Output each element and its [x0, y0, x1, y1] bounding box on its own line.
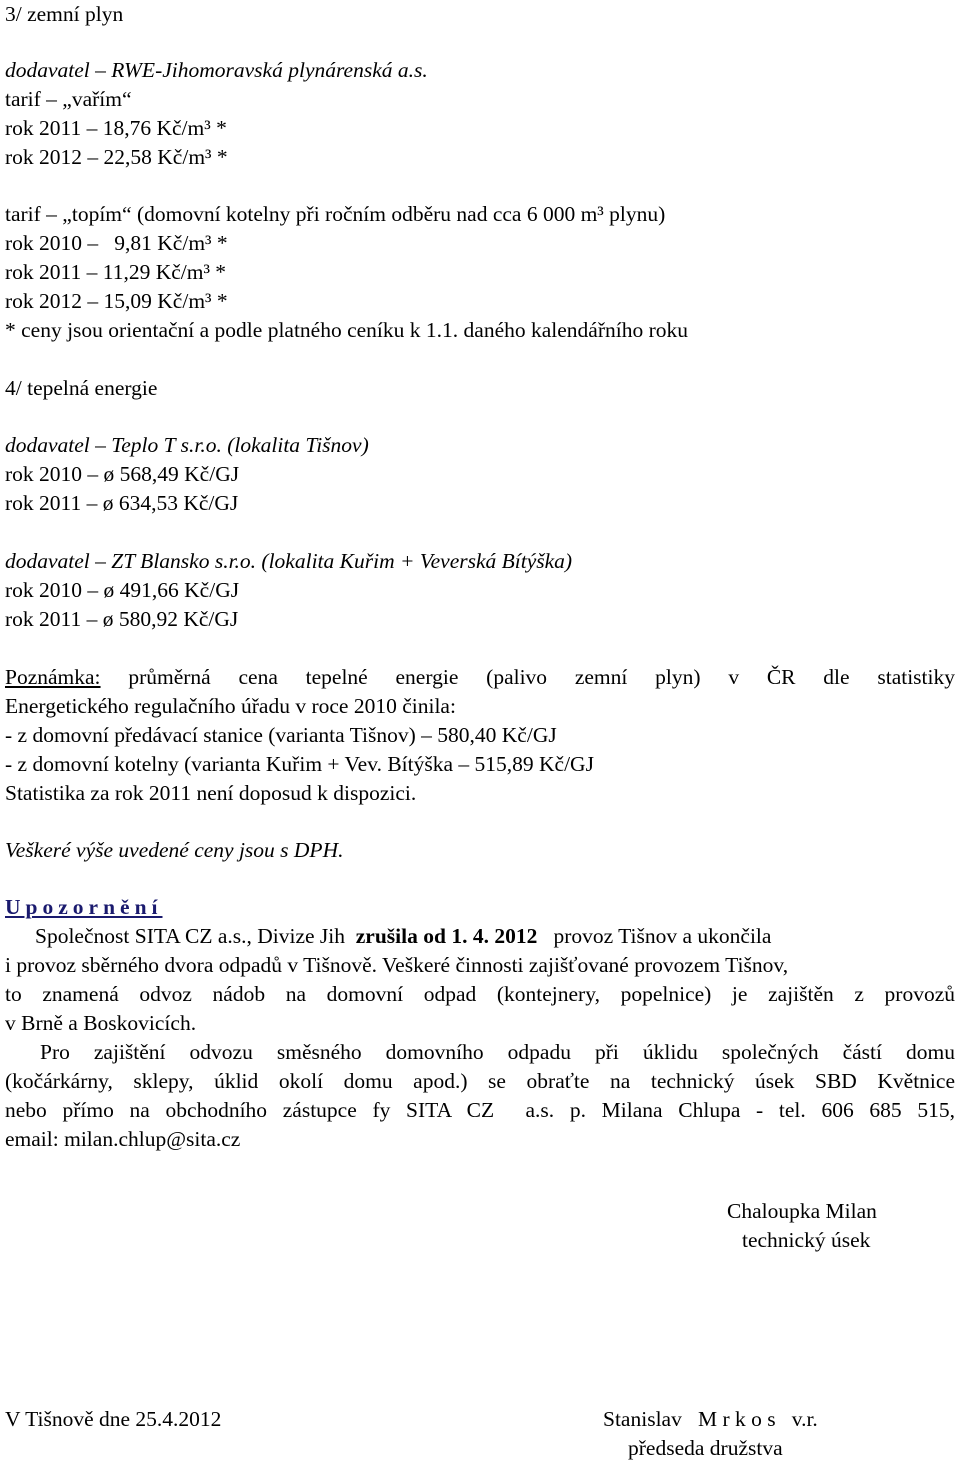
heat-supplier-1-2011: rok 2011 – ø 634,53 Kč/GJ — [5, 491, 239, 515]
section-4-heading: 4/ tepelná energie — [5, 376, 158, 400]
note-line-2: Energetického regulačního úřadu v roce 2010 činila: — [5, 694, 456, 718]
notice-email: email: milan.chlup@sita.cz — [5, 1127, 241, 1151]
gas-tariff-cooking: tarif – „vařím“ — [5, 87, 132, 111]
notice-line-4: v Brně a Boskovicích. — [5, 1011, 197, 1035]
gas-heating-2010: rok 2010 – 9,81 Kč/m³ * — [5, 231, 228, 255]
note-text: průměrná cena tepelné energie (palivo zemní plyn) v ČR dle statistiky — [128, 665, 955, 689]
heat-supplier-2-2010: rok 2010 – ø 491,66 Kč/GJ — [5, 578, 240, 602]
note-line-3: - z domovní předávací stanice (varianta Tišnov) – 580,40 Kč/GJ — [5, 723, 557, 747]
tech-signatory-title: technický úsek — [742, 1228, 871, 1252]
place-and-date: V Tišnově dne 25.4.2012 — [5, 1407, 222, 1431]
note-line-4: - z domovní kotelny (varianta Kuřim + Vev. Bítýška – 515,89 Kč/GJ — [5, 752, 594, 776]
gas-supplier: dodavatel – RWE-Jihomoravská plynárenská a.s. — [5, 58, 428, 82]
heat-supplier-1-2010: rok 2010 – ø 568,49 Kč/GJ — [5, 462, 240, 486]
note-label: Poznámka: — [5, 665, 101, 689]
heat-supplier-2: dodavatel – ZT Blansko s.r.o. (lokalita Kuřim + Veverská Bítýška) — [5, 549, 573, 573]
note-line-1 — [5, 663, 955, 691]
gas-heating-2011: rok 2011 – 11,29 Kč/m³ * — [5, 260, 227, 284]
chairman-name: Stanislav M r k o s v.r. — [603, 1407, 818, 1431]
section-3-heading: 3/ zemní plyn — [5, 2, 124, 26]
notice-line-6: (kočárkárny, sklepy, úklid okolí domu apod.) se obraťte na technický úsek SBD Květnice — [5, 1069, 955, 1093]
notice-line-5: Pro zajištění odvozu směsného domovního odpadu při úklidu společných částí domu — [40, 1040, 955, 1064]
note-line-5: Statistika za rok 2011 není doposud k dispozici. — [5, 781, 417, 805]
tech-signatory-name: Chaloupka Milan — [727, 1199, 877, 1223]
notice-heading: Upozornění — [5, 895, 163, 919]
heat-supplier-2-2011: rok 2011 – ø 580,92 Kč/GJ — [5, 607, 239, 631]
vat-statement: Veškeré výše uvedené ceny jsou s DPH. — [5, 838, 344, 862]
heat-supplier-1: dodavatel – Teplo T s.r.o. (lokalita Tišnov) — [5, 433, 369, 457]
gas-prices-note: * ceny jsou orientační a podle platného ceníku k 1.1. daného kalendářního roku — [5, 318, 689, 342]
notice-line-2: i provoz sběrného dvora odpadů v Tišnově. Veškeré činnosti zajišťované provozem Tišnov, — [5, 953, 789, 977]
notice-line-3: to znamená odvoz nádob na domovní odpad (kontejnery, popelnice) je zajištěn z provozů — [5, 982, 955, 1006]
notice-line-7: nebo přímo na obchodního zástupce fy SITA CZ a.s. p. Milana Chlupa - tel. 606 685 515, — [5, 1098, 955, 1122]
gas-tariff-heating: tarif – „topím“ (domovní kotelny při ročním odběru nad cca 6 000 m³ plynu) — [5, 202, 666, 226]
notice-line-1: Společnost SITA CZ a.s., Divize Jih zrušila od 1. 4. 2012 provoz Tišnov a ukončila — [35, 924, 772, 948]
gas-heating-2012: rok 2012 – 15,09 Kč/m³ * — [5, 289, 228, 313]
chairman-title: předseda družstva — [628, 1436, 783, 1460]
gas-cooking-2012: rok 2012 – 22,58 Kč/m³ * — [5, 145, 228, 169]
gas-cooking-2011: rok 2011 – 18,76 Kč/m³ * — [5, 116, 227, 140]
